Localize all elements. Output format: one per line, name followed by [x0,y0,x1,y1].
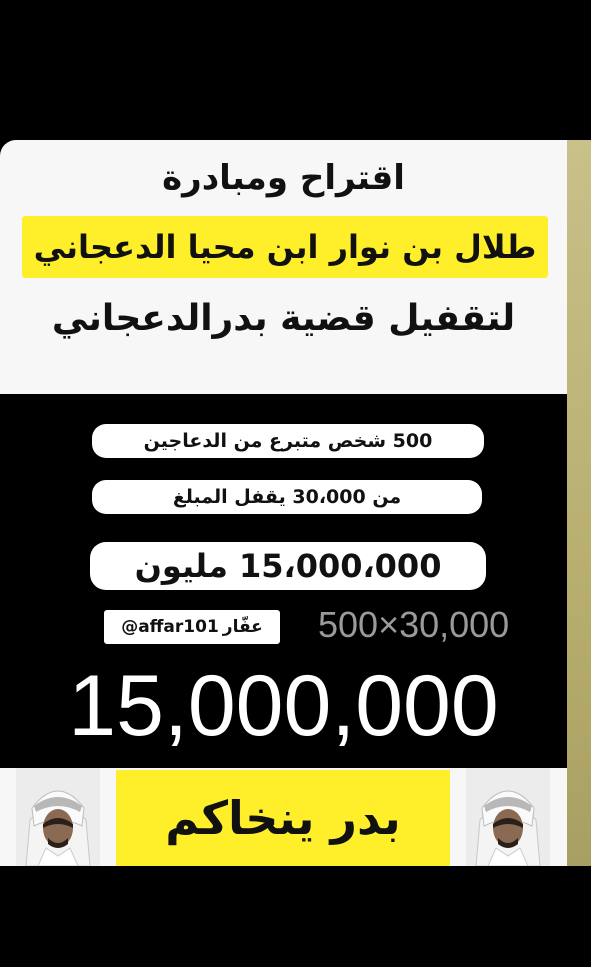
author-handle: @affar101 [121,617,219,637]
amount-pill: من 30،000 يقفل المبلغ [92,480,482,514]
calculation-total: 15,000,000 [68,658,499,754]
calculation-formula: 500×30,000 [318,604,510,645]
donors-pill: 500 شخص متبرع من الدعاجين [92,424,484,458]
top-panel [0,140,567,394]
portrait-right-icon [466,768,550,866]
headline-initiative: اقتراح ومبادرة [162,158,405,198]
portrait-left-icon [16,768,100,866]
gold-edge [567,140,591,866]
portrait-photo-right [466,768,550,866]
donation-section [0,394,567,768]
portrait-photo-left [16,768,100,866]
proposer-name-banner: طلال بن نوار ابن محيا الدعجاني [22,216,548,278]
author-tag [104,610,280,644]
bottom-banner: بدر ينخاكم [116,770,450,866]
campaign-card [0,140,591,866]
headline-case: لتقفيل قضية بدرالدعجاني [51,298,516,339]
bottom-panel [0,768,567,866]
result-pill: 15،000،000 مليون [90,542,486,590]
author-name: عفّار [222,617,263,637]
